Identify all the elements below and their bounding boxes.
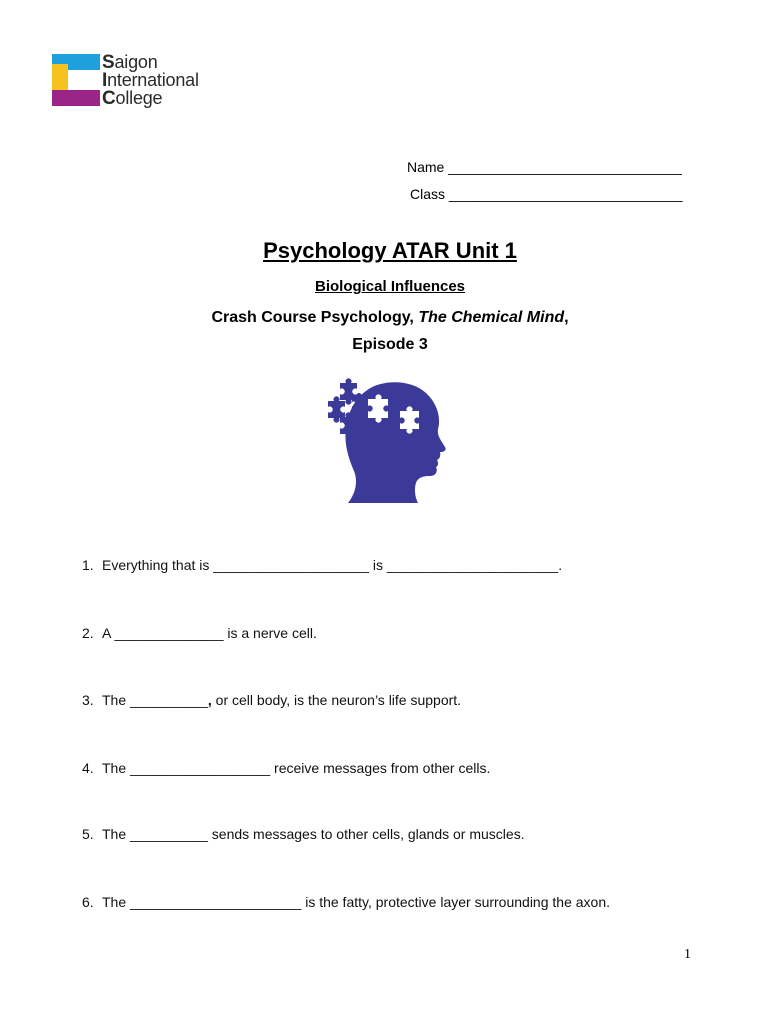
question-number: 2. — [82, 625, 94, 641]
answer-blank[interactable]: ____________________ — [213, 557, 370, 573]
question-3: 3. The __________, or cell body, is the neuron’s life support. — [82, 692, 462, 708]
question-number: 4. — [82, 760, 94, 776]
answer-blank[interactable]: __________ — [130, 692, 208, 708]
name-field[interactable] — [407, 159, 682, 175]
class-label: Class — [410, 186, 446, 202]
answer-blank[interactable]: ______________ — [114, 625, 224, 641]
question-6: 6. The ______________________ is the fatty, protective layer surrounding the axon. — [82, 894, 610, 910]
course-reference: Crash Course Psychology, The Chemical Mind, — [211, 309, 569, 326]
worksheet-title: Psychology ATAR Unit 1 — [263, 238, 517, 263]
answer-blank[interactable]: ______________________ — [130, 894, 302, 910]
question-5: 5. The __________ sends messages to other cells, glands or muscles. — [82, 826, 525, 842]
worksheet-subtitle: Biological Influences — [314, 278, 466, 295]
college-logo — [52, 54, 222, 112]
question-number: 3. — [82, 692, 94, 708]
name-blank[interactable]: ______________________________ — [448, 159, 682, 175]
question-number: 1. — [82, 557, 94, 573]
college-logo-mark-icon — [52, 54, 100, 106]
class-blank[interactable]: ______________________________ — [448, 186, 683, 202]
episode-label: Episode 3 — [352, 336, 428, 353]
class-field[interactable] — [410, 186, 683, 202]
answer-blank[interactable]: __________________ — [130, 760, 271, 776]
question-number: 5. — [82, 826, 94, 842]
question-2: 2. A ______________ is a nerve cell. — [82, 625, 317, 641]
question-4: 4. The __________________ receive messages from other cells. — [82, 760, 491, 776]
answer-blank[interactable]: ______________________ — [386, 557, 559, 573]
question-1: 1. Everything that is ____________________ is ______________________. — [82, 557, 563, 573]
page-number: 1 — [684, 947, 691, 962]
question-number: 6. — [82, 894, 94, 910]
head-with-puzzle-pieces-icon — [326, 377, 446, 505]
answer-blank[interactable]: __________ — [130, 826, 208, 842]
name-label: Name — [407, 159, 445, 175]
college-name: Saigon International College — [102, 52, 199, 109]
